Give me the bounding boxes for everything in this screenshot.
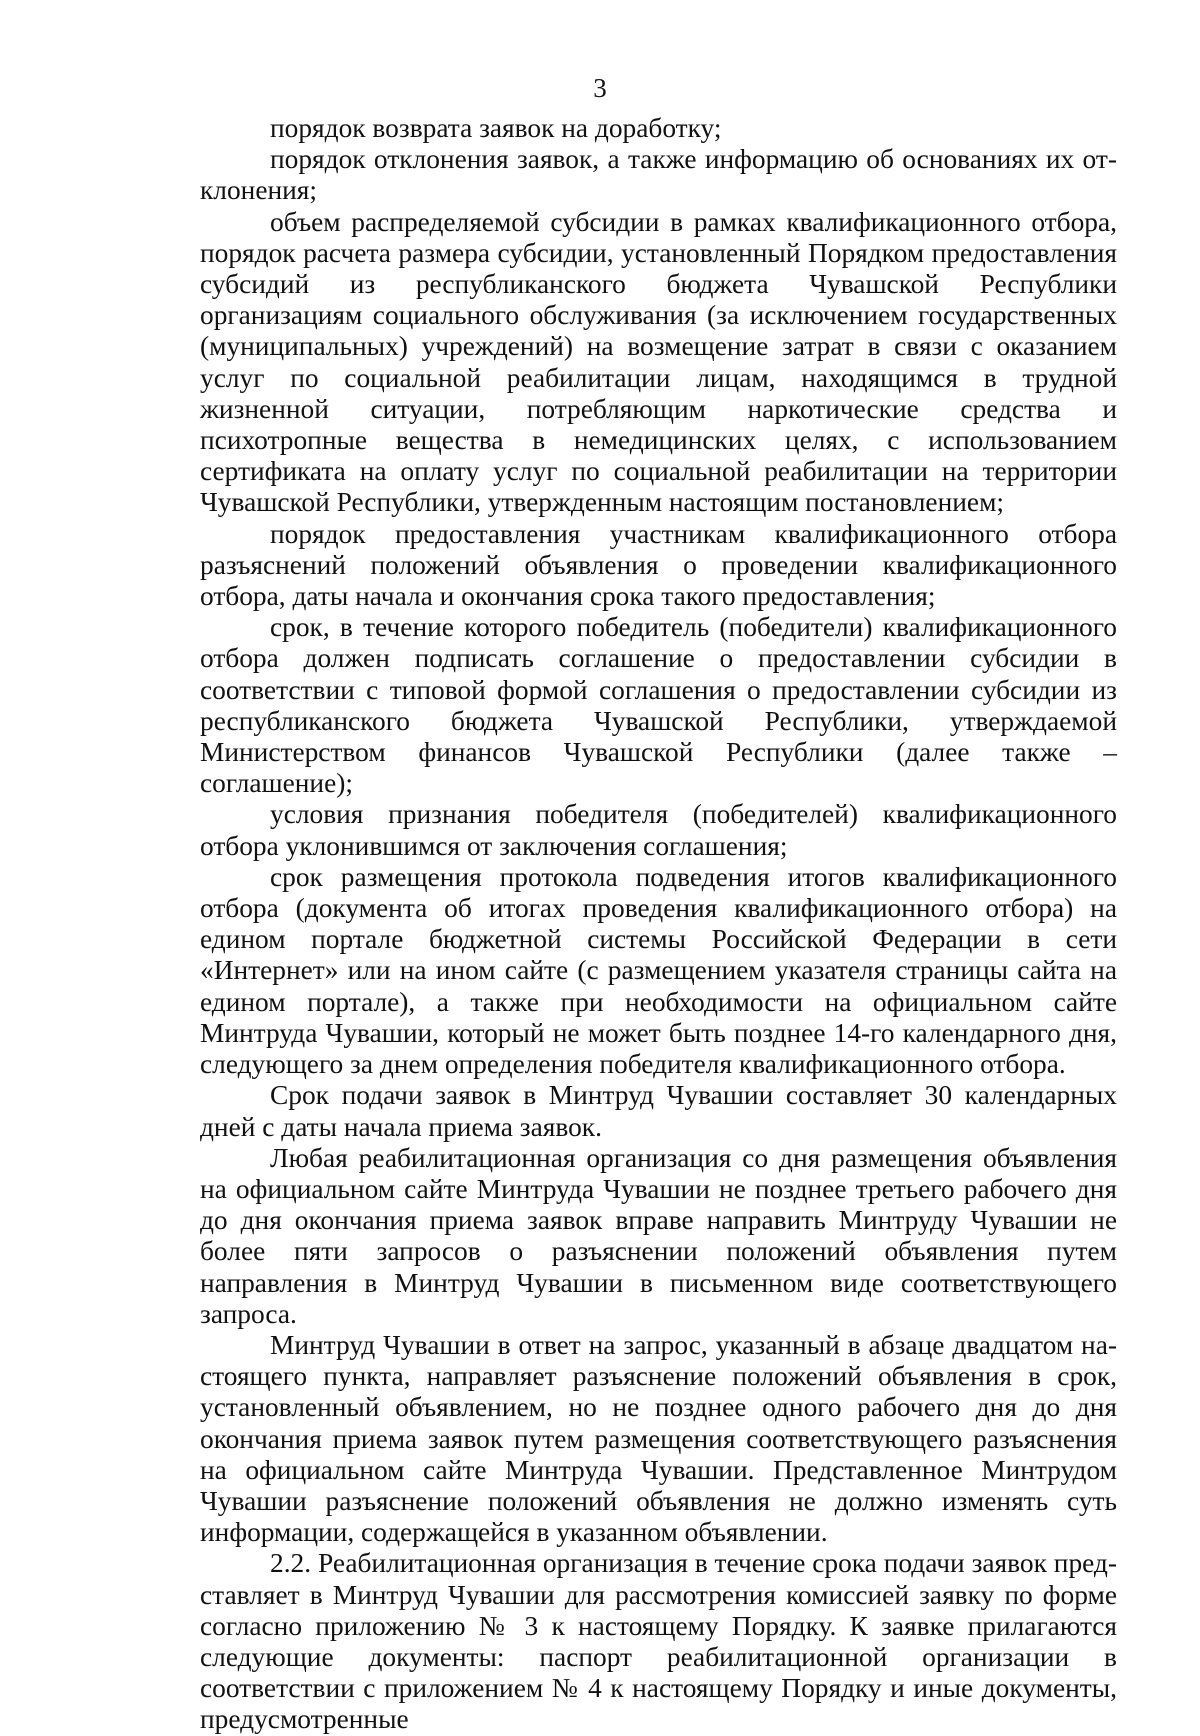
paragraph-rejection-procedure: порядок отклонения заявок, а также информацию об основаниях их отклонения;: [200, 144, 1117, 206]
paragraph-submission-period: Срок подачи заявок в Минтруд Чувашии составляет 30 календарных дней с даты начала приема заявок.: [200, 1080, 1117, 1142]
paragraph-evasion-conditions: условия признания победителя (победителей) квалификационного отбора уклонившимся от заключения соглашения;: [200, 799, 1117, 861]
paragraph-protocol-publication: срок размещения протокола подведения итогов квалификационного отбора (документа об итогах проведения квалификационного отбора) на едином портале бюджетной системы Российской Федерации в сети «Интернет» или на ином сайте (с размещением указателя страницы сайта на едином портале), а также при необходимости на официальном сайте Минтруда Чувашии, который не может быть позднее 14-го календарного дня, следующего за днем определения победителя квалификационного отбора.: [200, 861, 1117, 1080]
document-body: [200, 113, 1117, 1736]
paragraph-agreement-deadline: срок, в течение которого победитель (победители) квалификационного отбора должен подписать соглашение о предоставлении субсидии в соответствии с типовой формой соглашения о предоставлении субсидии из республиканского бюджета Чувашской Республики, утверждаемой Министерством финансов Чувашской Республики (далее также – соглашение);: [200, 612, 1117, 799]
paragraph-subsidy-volume: объем распределяемой субсидии в рамках квалификационного отбора, порядок расчета размера субсидии, установленный Порядком предоставления субсидий из республиканского бюджета Чувашской Республики организациям социального обслуживания (за исключением государственных (муниципальных) учреждений) на возмещение затрат в связи с оказанием услуг по социальной реабилитации лицам, находящимся в трудной жизненной ситуации, потребляющим наркотические средства и психотропные вещества в немедицинских целях, с использованием сертификата на оплату услуг по социальной реабилитации на территории Чувашской Республики, утвержденным настоящим постановлением;: [200, 206, 1117, 518]
paragraph-return-procedure: порядок возврата заявок на доработку;: [270, 113, 722, 143]
page-number: 3: [593, 73, 607, 103]
paragraph-clarification-procedure: порядок предоставления участникам квалификационного отбора разъяснений положений объявления о проведении квалификационного отбора, даты начала и окончания срока такого предоставления;: [200, 518, 1117, 612]
paragraph-ministry-response: Минтруд Чувашии в ответ на запрос, указанный в абзаце двадцатом настоящего пункта, направляет разъяснение положений объявления в срок, установленный объявлением, но не позднее одного рабочего дня до дня окончания приема заявок путем размещения соответствующего разъяснения на официальном сайте Минтруда Чувашии. Представленное Минтрудом Чувашии разъяснение положений объявления не должно изменять суть информации, содержащейся в указанном объявлении.: [200, 1329, 1117, 1548]
paragraph-clarification-requests: Любая реабилитационная организация со дня размещения объявления на официальном сайте Минтруда Чувашии не позднее третьего рабочего дня до дня окончания приема заявок вправе направить Минтруду Чувашии не более пяти запросов о разъяснении положений объявления путем направления в Минтруд Чувашии в письменном виде соответствующего запроса.: [200, 1142, 1117, 1329]
paragraph-section-2-2: 2.2. Реабилитационная организация в течение срока подачи заявок представляет в Минтруд Чувашии для рассмотрения комиссией заявку по форме согласно приложению № 3 к настоящему Порядку. К заявке прилагаются следующие документы: паспорт реабилитационной организации в соответствии с приложением № 4 к настоящему Порядку и иные документы, предусмотренные: [200, 1548, 1117, 1735]
